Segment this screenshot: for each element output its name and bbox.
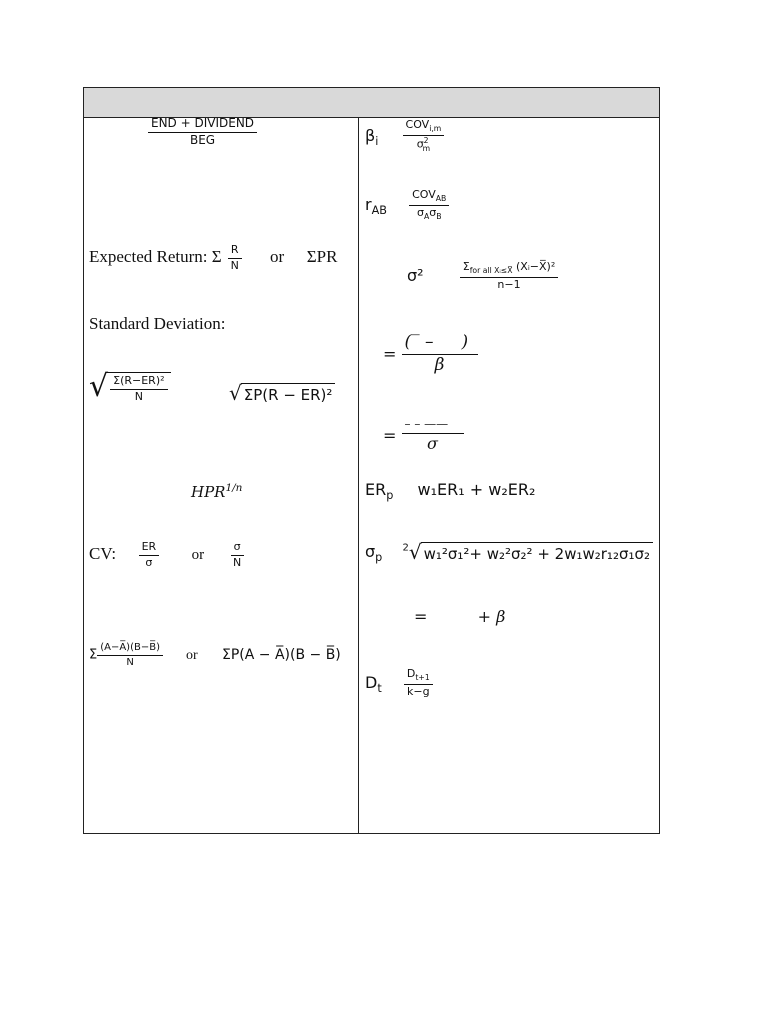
variance-numerator: Σ <box>462 260 470 273</box>
treynor-open: (‾ <box>404 332 420 352</box>
capm-plus-beta: + β <box>477 607 506 626</box>
expected-return-denominator: N <box>230 258 239 272</box>
variance-numerator-sub: for all Xᵢ≤X̅ <box>469 266 513 276</box>
portfolio-return-expr: w₁ER₁ + w₂ER₂ <box>417 480 536 499</box>
standard-deviation-alt: √ ΣP(R − ER)² <box>229 383 335 404</box>
sharpe-num-b: —— <box>424 417 449 431</box>
portfolio-return-symbol: ER <box>365 480 387 499</box>
correlation-den-b-sub: B <box>436 212 442 222</box>
beta-symbol: β <box>365 125 376 145</box>
sharpe-num-a: – <box>404 417 411 431</box>
variance-formula <box>407 261 558 292</box>
cv-denominator-1: σ <box>145 555 153 569</box>
column-divider <box>358 118 359 834</box>
sd-denominator: N <box>134 389 143 403</box>
header-bar <box>84 88 659 118</box>
beta-denominator: σ <box>416 137 424 151</box>
covariance-formula <box>89 642 163 668</box>
ddm-sub: t <box>377 682 382 696</box>
treynor-mid: – <box>425 332 434 352</box>
hpr-denominator: BEG <box>189 132 216 147</box>
beta-denominator-sub: m <box>422 143 431 153</box>
correlation-numerator: COV <box>412 188 436 201</box>
capm-formula <box>414 607 505 626</box>
covariance-denominator: N <box>126 656 134 668</box>
portfolio-sd-sub: p <box>375 551 383 565</box>
expected-return-alt: ΣPR <box>306 247 338 267</box>
cv-formula <box>89 541 244 569</box>
beta-numerator: COV <box>405 118 430 131</box>
variance-symbol: σ² <box>407 265 424 285</box>
cv-denominator-2: N <box>233 555 242 569</box>
sharpe-den: σ <box>427 433 438 453</box>
expected-return-label: Expected Return: Σ <box>89 247 222 267</box>
cv-numerator-1: ER <box>139 541 160 556</box>
covariance-or: or <box>186 648 198 663</box>
expected-return-formula <box>89 244 337 272</box>
expected-return-or: or <box>270 247 285 267</box>
ddm-formula <box>365 668 433 699</box>
cv-or: or <box>191 547 205 564</box>
portfolio-return-formula <box>365 480 535 502</box>
correlation-den-a-sub: A <box>423 212 430 222</box>
correlation-symbol: r <box>365 195 372 215</box>
portfolio-sd-expr: w₁²σ₁²+ w₂²σ₂² + 2w₁w₂r₁₂σ₁σ₂ <box>421 542 653 563</box>
ddm-numerator-sub: t+1 <box>415 673 430 683</box>
capm-eq: = <box>414 607 428 626</box>
treynor-den: β <box>434 354 445 375</box>
treynor-close: ) <box>461 332 469 352</box>
portfolio-sd-formula: $\sigma_p$ $^2$ √ w₁²σ₁²+ w₂²σ₂² + 2w₁w₂r₁₂σ₁σ₂ <box>365 542 653 564</box>
cv-label: CV: <box>89 544 117 564</box>
sd-numerator: Σ(R−ER)² <box>110 375 167 390</box>
standard-deviation-label: Standard Deviation: <box>89 314 226 333</box>
beta-numerator-sub: i,m <box>429 124 442 134</box>
sd-alt-expr: ΣP(R − ER)² <box>241 383 336 404</box>
covariance-alt: ΣP(A − A̅)(B − B̅) <box>222 647 341 663</box>
ddm-denominator: k−g <box>407 685 430 699</box>
sharpe-eq: = <box>383 426 397 446</box>
hpr-base: HPR <box>191 483 226 501</box>
hpr-fraction <box>148 117 257 148</box>
hpr-numerator: END + DIVIDEND <box>148 117 257 133</box>
beta-denominator-sup: 2 <box>423 136 429 146</box>
beta-sub: i <box>375 135 379 149</box>
treynor-formula <box>383 333 478 375</box>
covariance-sigma: Σ <box>89 647 98 663</box>
hpr-exponent: 1/n <box>225 482 243 494</box>
ddm-symbol: D <box>365 672 378 692</box>
correlation-numerator-sub: AB <box>435 194 447 204</box>
hpr-root <box>191 482 242 501</box>
correlation-sub: AB <box>371 204 387 218</box>
correlation-formula <box>365 189 449 222</box>
variance-numerator-rest: (Xᵢ−X̅)² <box>512 260 556 273</box>
portfolio-return-sub: p <box>386 489 394 503</box>
ddm-numerator: D <box>406 667 416 680</box>
standard-deviation-root: √ $\frac{\text{Σ(R−ER)²}}{N}$ <box>89 372 171 403</box>
sharpe-formula <box>383 418 464 453</box>
correlation-den-a: σ <box>416 206 424 220</box>
portfolio-sd-index: 2 <box>402 542 409 554</box>
sharpe-num-c: – <box>414 417 421 431</box>
correlation-den-b: σ <box>429 206 437 220</box>
treynor-eq: = <box>383 344 397 364</box>
beta-formula <box>365 119 444 154</box>
expected-return-numerator: R <box>228 244 242 259</box>
covariance-numerator: (A−A̅)(B−B̅) <box>97 642 163 656</box>
portfolio-sd-symbol: σ <box>365 542 376 561</box>
variance-denominator: n−1 <box>497 278 521 292</box>
cv-numerator-2: σ <box>231 541 244 556</box>
